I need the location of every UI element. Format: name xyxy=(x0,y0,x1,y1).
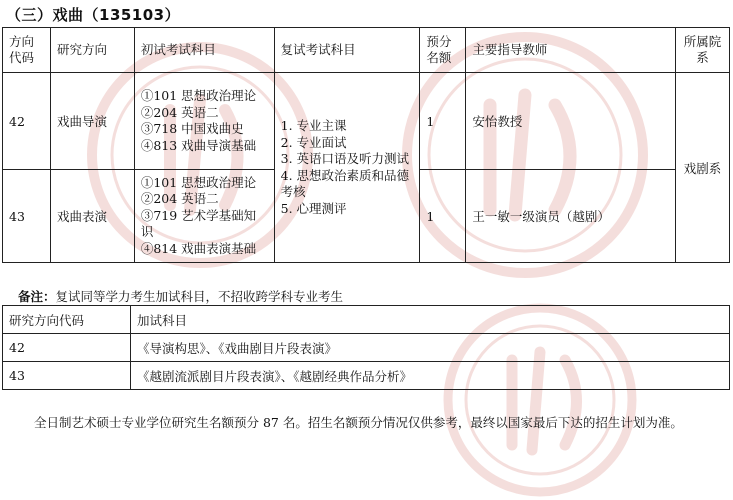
row-code: 43 xyxy=(3,170,51,263)
table-header-row xyxy=(3,28,730,73)
table-row xyxy=(3,73,730,170)
header-quota: 预分名额 xyxy=(420,28,466,73)
header-retest: 复试考试科目 xyxy=(274,28,420,73)
header-prelim: 初试考试科目 xyxy=(134,28,274,73)
table-row xyxy=(3,334,730,362)
header-code: 方向代码 xyxy=(3,28,51,73)
header-dept: 所属院系 xyxy=(676,28,730,73)
extra-row-code: 42 xyxy=(3,334,131,362)
prelim-subject: ③719 艺术学基础知识 xyxy=(140,207,257,240)
table-row xyxy=(3,362,730,390)
retest-subjects xyxy=(274,73,420,263)
row-code: 42 xyxy=(3,73,51,170)
row-direction: 戏曲表演 xyxy=(50,170,134,263)
retest-subject: 4. 思想政治素质和品德考核 xyxy=(280,167,410,199)
prelim-subject: ④814 戏曲表演基础 xyxy=(140,240,257,256)
retest-subject: 5. 心理测评 xyxy=(280,200,347,216)
header-direction: 研究方向 xyxy=(50,28,134,73)
extra-header-row xyxy=(3,306,730,334)
prelim-subject: ④813 戏曲导演基础 xyxy=(140,137,257,153)
section-title: （三）戏曲（135103） xyxy=(6,6,181,24)
extra-subjects-table xyxy=(2,305,730,390)
prelim-subject: ③718 中国戏曲史 xyxy=(140,121,244,136)
admission-table xyxy=(2,27,730,263)
row-teacher: 王一敏一级演员（越剧） xyxy=(466,170,676,263)
extra-header-subjects: 加试科目 xyxy=(131,306,730,334)
extra-row-subjects: 《越剧流派剧目片段表演》、《越剧经典作品分析》 xyxy=(131,362,730,390)
row-quota: 1 xyxy=(420,73,466,170)
prelim-subject: ①101 思想政治理论 xyxy=(140,88,257,103)
note xyxy=(18,287,343,305)
dept-cell: 戏剧系 xyxy=(676,73,730,263)
row-prelim-subjects xyxy=(134,170,274,263)
prelim-subject: ②204 英语二 xyxy=(140,104,219,120)
row-direction: 戏曲导演 xyxy=(50,73,134,170)
extra-header-code: 研究方向代码 xyxy=(3,306,131,334)
prelim-subject: ②204 英语二 xyxy=(140,191,219,207)
footer-paragraph: 全日制艺术硕士专业学位研究生名额预分 87 名。招生名额预分情况仅供参考，最终以国家最后下达的招生计划为准。 xyxy=(34,415,683,430)
row-prelim-subjects xyxy=(134,73,274,170)
retest-subject: 3. 英语口语及听力测试 xyxy=(280,151,410,166)
extra-row-code: 43 xyxy=(3,362,131,390)
row-quota: 1 xyxy=(420,170,466,263)
retest-subject: 1. 专业主课 xyxy=(280,118,347,133)
extra-row-subjects: 《导演构思》、《戏曲剧目片段表演》 xyxy=(131,334,730,362)
prelim-subject: ①101 思想政治理论 xyxy=(140,174,257,190)
retest-subject: 2. 专业面试 xyxy=(280,134,347,150)
row-teacher: 安怡教授 xyxy=(466,73,676,170)
note-label: 备注： xyxy=(18,289,56,304)
note-text: 复试同等学力考生加试科目，不招收跨学科专业考生 xyxy=(55,289,344,304)
header-teacher: 主要指导教师 xyxy=(466,28,676,73)
